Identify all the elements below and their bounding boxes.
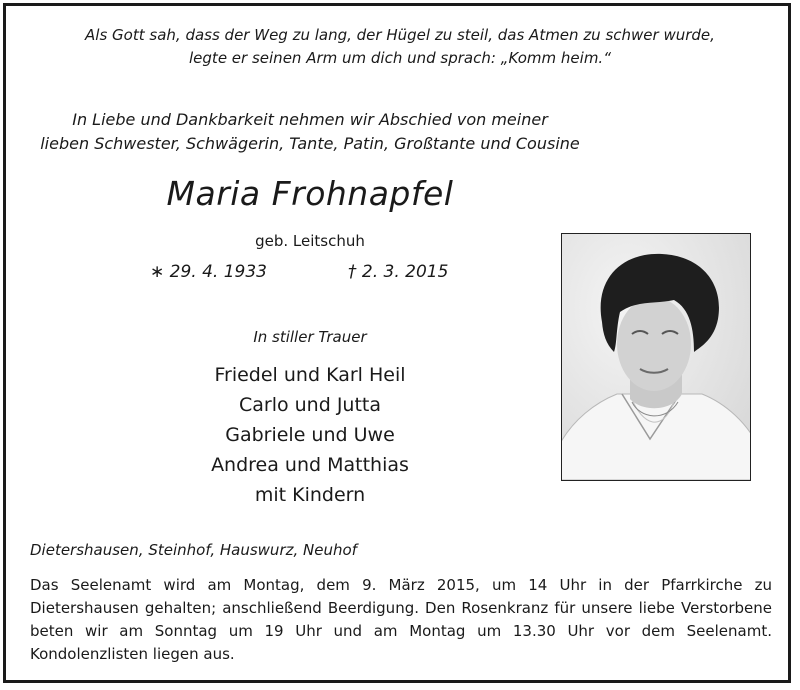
deceased-name: Maria Frohnapfel	[166, 174, 454, 213]
intro-line-2: lieben Schwester, Schwägerin, Tante, Patin, Großtante und Cousine	[40, 134, 580, 153]
family-member: Friedel und Karl Heil	[214, 364, 406, 386]
family-member: mit Kindern	[254, 484, 366, 506]
portrait-photo	[561, 233, 751, 481]
maiden-name: geb. Leitschuh	[255, 232, 365, 250]
motto-verse	[40, 24, 760, 70]
motto-line-2: legte er seinen Arm um dich und sprach: „Komm heim.“	[189, 49, 611, 67]
places-line: Dietershausen, Steinhof, Hauswurz, Neuhof	[30, 541, 357, 559]
service-notice: Das Seelenamt wird am Montag, dem 9. März 2015, um 14 Uhr in der Pfarrkirche zu Dietershausen gehalten; anschließend Beerdigung. Den Rosenkranz für unsere liebe Verstorbene beten wir am Sonntag um 19 Uhr und am Montag um 13.30 Uhr vor dem Seelenamt. Kondolenzlisten liegen aus.	[30, 576, 772, 663]
intro-line-1: In Liebe und Dankbarkeit nehmen wir Abschied von meiner	[72, 110, 548, 129]
motto-line-1: Als Gott sah, dass der Weg zu lang, der Hügel zu steil, das Atmen zu schwer wurde,	[85, 26, 715, 44]
family-list	[150, 360, 470, 510]
intro-text	[30, 108, 590, 156]
family-member: Carlo und Jutta	[238, 394, 382, 416]
family-member: Gabriele und Uwe	[225, 424, 395, 446]
family-member: Andrea und Matthias	[211, 454, 409, 476]
death-date: † 2. 3. 2015	[348, 262, 449, 282]
mourning-heading: In stiller Trauer	[253, 328, 367, 346]
birth-date: ∗ 29. 4. 1933	[150, 262, 267, 282]
